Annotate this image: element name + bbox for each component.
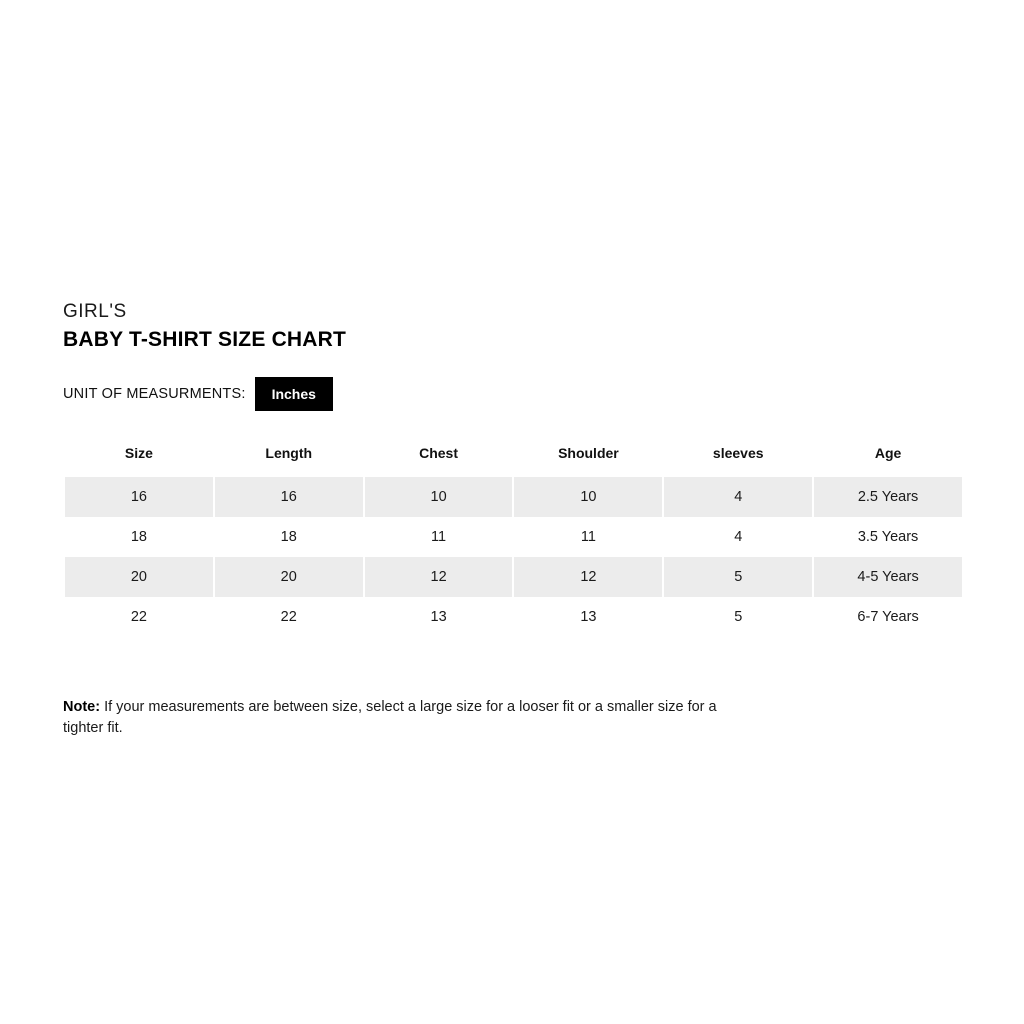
note-label: Note:	[63, 699, 101, 716]
column-header-chest: Chest	[364, 435, 514, 477]
column-header-shoulder: Shoulder	[513, 435, 663, 477]
table-row	[64, 597, 963, 637]
table-row	[64, 557, 963, 597]
unit-of-measurement-row	[63, 377, 964, 411]
column-header-sleeves: sleeves	[663, 435, 813, 477]
table-body	[64, 477, 963, 637]
note-text: If your measurements are between size, select a large size for a looser fit or a smaller size for a tighter fit.	[63, 699, 717, 737]
cell-size: 22	[64, 597, 214, 637]
table-head	[64, 435, 963, 477]
cell-chest: 13	[364, 597, 514, 637]
table-row	[64, 477, 963, 517]
column-header-size: Size	[64, 435, 214, 477]
cell-sleeves: 5	[663, 557, 813, 597]
cell-length: 22	[214, 597, 364, 637]
column-header-length: Length	[214, 435, 364, 477]
cell-shoulder: 11	[513, 517, 663, 557]
cell-size: 16	[64, 477, 214, 517]
cell-size: 18	[64, 517, 214, 557]
cell-shoulder: 13	[513, 597, 663, 637]
table-row	[64, 517, 963, 557]
cell-sleeves: 4	[663, 517, 813, 557]
cell-sleeves: 4	[663, 477, 813, 517]
cell-chest: 11	[364, 517, 514, 557]
cell-size: 20	[64, 557, 214, 597]
cell-chest: 10	[364, 477, 514, 517]
note-block	[63, 697, 753, 739]
cell-age: 3.5 Years	[813, 517, 963, 557]
table-header-row	[64, 435, 963, 477]
cell-age: 4-5 Years	[813, 557, 963, 597]
cell-age: 2.5 Years	[813, 477, 963, 517]
chart-eyebrow-title: GIRL'S	[63, 301, 127, 322]
cell-length: 20	[214, 557, 364, 597]
cell-length: 16	[214, 477, 364, 517]
cell-chest: 12	[364, 557, 514, 597]
size-chart-sheet	[63, 300, 964, 739]
cell-shoulder: 12	[513, 557, 663, 597]
unit-toggle-button[interactable]: Inches	[255, 377, 333, 411]
cell-age: 6-7 Years	[813, 597, 963, 637]
cell-sleeves: 5	[663, 597, 813, 637]
page-title: BABY T-SHIRT SIZE CHART	[63, 327, 347, 351]
column-header-age: Age	[813, 435, 963, 477]
cell-length: 18	[214, 517, 364, 557]
unit-of-measurement-label: UNIT OF MEASURMENTS:	[63, 386, 246, 403]
size-chart-table	[63, 435, 964, 637]
cell-shoulder: 10	[513, 477, 663, 517]
